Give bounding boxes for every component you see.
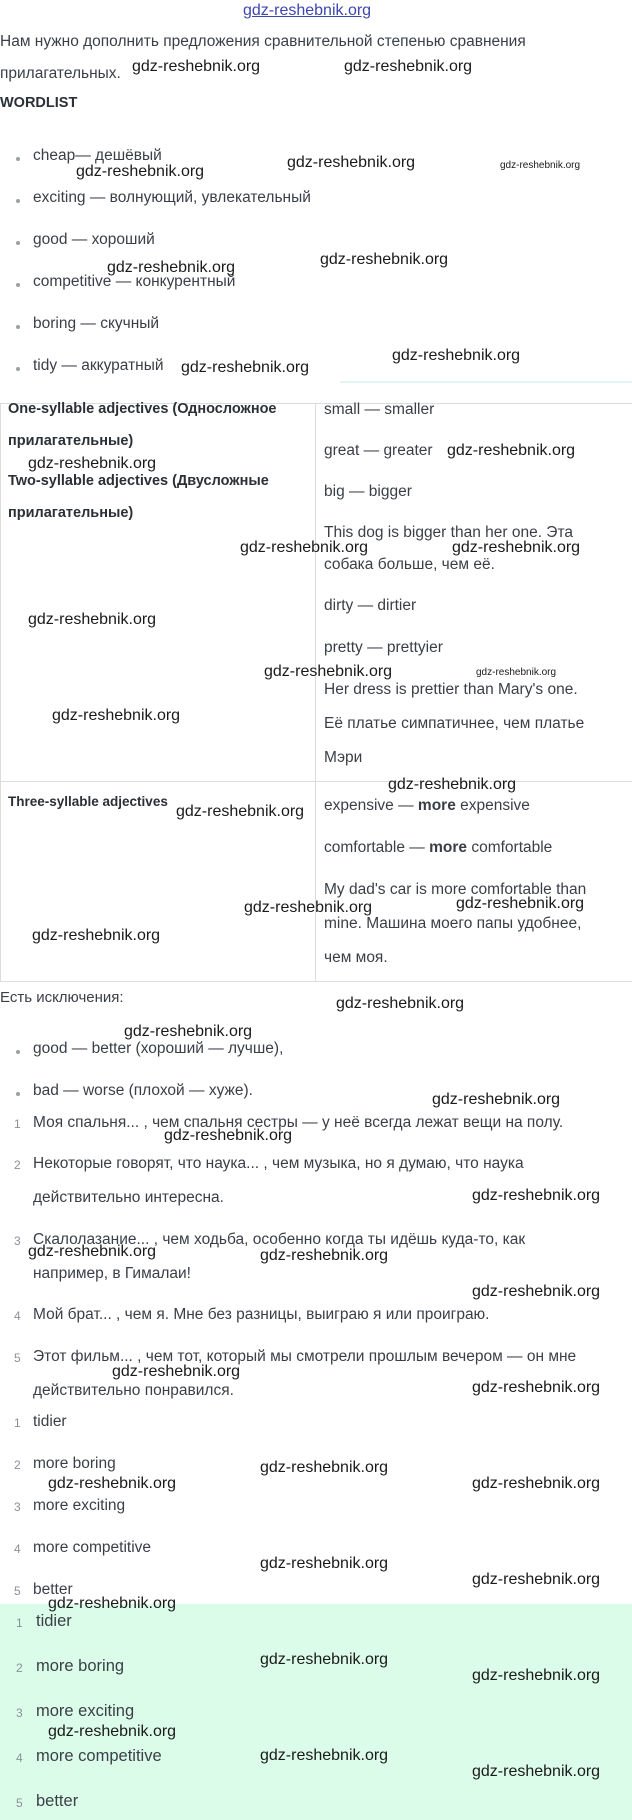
- watermark: gdz-reshebnik.org: [176, 803, 305, 820]
- answer-item: more exciting: [36, 1702, 135, 1720]
- list-number: 3: [16, 1706, 23, 1720]
- wordlist-item: tidy — аккуратный: [33, 357, 164, 374]
- answer-item: better: [36, 1792, 79, 1810]
- watermark-top: gdz-reshebnik.org: [243, 2, 372, 19]
- watermark: gdz-reshebnik.org: [107, 259, 236, 276]
- wordlist-item: boring — скучный: [33, 315, 160, 332]
- cell-text: Её платье симпатичнее, чем платье: [324, 715, 585, 732]
- list-item: Этот фильм... , чем тот, который мы смотрели прошлым вечером — он мне: [33, 1348, 577, 1365]
- watermark: gdz-reshebnik.org: [32, 927, 161, 944]
- list-item: Мой брат... , чем я. Мне без разницы, выиграю я или проиграю.: [33, 1306, 490, 1323]
- cell-text: great — greater: [324, 442, 433, 459]
- answer-item: more competitive: [36, 1747, 162, 1765]
- list-number: 5: [14, 1351, 21, 1365]
- cell-text: прилагательные): [8, 505, 134, 521]
- list-item: Скалолазание... , чем ходьба, особенно когда ты идёшь куда-то, как: [33, 1231, 526, 1248]
- list-number: 2: [14, 1158, 21, 1172]
- list-number: 2: [16, 1661, 23, 1675]
- cell-text: прилагательные): [8, 433, 134, 449]
- watermark: gdz-reshebnik.org: [472, 1475, 601, 1492]
- cell-text: dirty — dirtier: [324, 597, 417, 614]
- bullet-icon: [16, 1050, 20, 1054]
- watermark: gdz-reshebnik.org: [28, 1243, 157, 1260]
- watermark: gdz-reshebnik.org: [124, 1023, 253, 1040]
- list-item: например, в Гималаи!: [33, 1265, 191, 1282]
- bullet-icon: [16, 283, 20, 287]
- watermark: gdz-reshebnik.org: [181, 359, 310, 376]
- list-number: 4: [16, 1751, 23, 1765]
- watermark: gdz-reshebnik.org: [472, 1763, 601, 1780]
- answer-item: more boring: [36, 1657, 125, 1675]
- exception-item: good — better (хороший — лучше),: [33, 1040, 284, 1057]
- watermark: gdz-reshebnik.org: [472, 1187, 601, 1204]
- list-item: Некоторые говорят, что наука... , чем музыка, но я думаю, что наука: [33, 1155, 524, 1172]
- cell-text: My dad's car is more comfortable than: [324, 881, 587, 898]
- list-number: 5: [14, 1584, 21, 1598]
- answer-item: tidier: [36, 1612, 72, 1630]
- watermark: gdz-reshebnik.org: [472, 1571, 601, 1588]
- watermark: gdz-reshebnik.org: [472, 1667, 601, 1684]
- answer-item: more exciting: [33, 1497, 126, 1514]
- watermark: gdz-reshebnik.org: [28, 611, 157, 628]
- watermark: gdz-reshebnik.org: [472, 1379, 601, 1396]
- answer-item: more boring: [33, 1455, 116, 1472]
- cell-text: Three-syllable adjectives: [8, 794, 168, 809]
- list-item: действительно интересна.: [33, 1189, 224, 1206]
- cell-text: Her dress is prettier than Mary's one.: [324, 681, 578, 698]
- watermark: gdz-reshebnik.org: [476, 667, 557, 678]
- intro-line-2: прилагательных.: [0, 65, 121, 82]
- wordlist-item: exciting — волнующий, увлекательный: [33, 189, 311, 206]
- cell-text: big — bigger: [324, 483, 412, 500]
- intro-line-1: Нам нужно дополнить предложения сравнительной степенью сравнения: [0, 33, 526, 50]
- watermark: gdz-reshebnik.org: [48, 1475, 177, 1492]
- divider: [340, 381, 632, 383]
- cell-text: собака больше, чем её.: [324, 556, 495, 573]
- cell-text: чем моя.: [324, 949, 388, 966]
- answer-item: tidier: [33, 1413, 67, 1430]
- bullet-icon: [16, 199, 20, 203]
- cell-text: Мэри: [324, 749, 363, 766]
- watermark: gdz-reshebnik.org: [164, 1127, 293, 1144]
- watermark: gdz-reshebnik.org: [240, 539, 369, 556]
- wordlist-item: competitive — конкурентный: [33, 273, 236, 290]
- watermark: gdz-reshebnik.org: [500, 160, 581, 171]
- table-row: [1, 782, 632, 982]
- cell-text: small — smaller: [324, 401, 435, 418]
- watermark: gdz-reshebnik.org: [260, 1747, 389, 1764]
- watermark: gdz-reshebnik.org: [392, 347, 521, 364]
- cell-text: This dog is bigger than her one. Эта: [324, 524, 573, 541]
- watermark: gdz-reshebnik.org: [452, 539, 581, 556]
- watermark: gdz-reshebnik.org: [388, 776, 517, 793]
- highlighted-answers: [0, 1604, 632, 1820]
- cell-text: One-syllable adjectives (Односложное: [8, 401, 277, 417]
- watermark: gdz-reshebnik.org: [260, 1247, 389, 1264]
- watermark: gdz-reshebnik.org: [48, 1723, 177, 1740]
- list-number: 5: [16, 1796, 23, 1810]
- list-number: 2: [14, 1458, 21, 1472]
- watermark: gdz-reshebnik.org: [28, 455, 157, 472]
- table-cell-right: [316, 782, 632, 982]
- list-item: действительно понравился.: [33, 1382, 234, 1399]
- answer-item: better: [33, 1581, 73, 1598]
- watermark: gdz-reshebnik.org: [264, 663, 393, 680]
- list-number: 1: [14, 1416, 21, 1430]
- watermark: gdz-reshebnik.org: [447, 442, 576, 459]
- cell-text: Two-syllable adjectives (Двусложные: [8, 473, 269, 489]
- watermark: gdz-reshebnik.org: [287, 154, 416, 171]
- cell-text: comfortable — more comfortable: [324, 839, 553, 856]
- watermark: gdz-reshebnik.org: [336, 995, 465, 1012]
- answer-item: more competitive: [33, 1539, 152, 1556]
- cell-text: expensive — more expensive: [324, 797, 530, 814]
- watermark: gdz-reshebnik.org: [76, 163, 205, 180]
- wordlist-item: cheap— дешёвый: [33, 147, 162, 164]
- list-number: 4: [14, 1309, 21, 1323]
- watermark: gdz-reshebnik.org: [344, 58, 473, 75]
- list-number: 1: [16, 1616, 23, 1630]
- cell-text: pretty — prettyier: [324, 639, 443, 656]
- wordlist-title: WORDLIST: [0, 95, 78, 111]
- watermark: gdz-reshebnik.org: [260, 1555, 389, 1572]
- watermark: gdz-reshebnik.org: [472, 1283, 601, 1300]
- watermark: gdz-reshebnik.org: [320, 251, 449, 268]
- list-number: 1: [14, 1117, 21, 1131]
- list-number: 4: [14, 1542, 21, 1556]
- watermark: gdz-reshebnik.org: [260, 1459, 389, 1476]
- bullet-icon: [16, 157, 20, 161]
- bullet-icon: [16, 241, 20, 245]
- watermark: gdz-reshebnik.org: [260, 1651, 389, 1668]
- exception-item: bad — worse (плохой — хуже).: [33, 1082, 253, 1099]
- watermark: gdz-reshebnik.org: [48, 1595, 177, 1612]
- watermark: gdz-reshebnik.org: [456, 895, 585, 912]
- exceptions-title: Есть исключения:: [0, 989, 124, 1006]
- table-cell-right: [316, 401, 632, 782]
- list-number: 3: [14, 1234, 21, 1248]
- list-number: 3: [14, 1500, 21, 1514]
- wordlist-item: good — хороший: [33, 231, 155, 248]
- watermark: gdz-reshebnik.org: [52, 707, 181, 724]
- watermark: gdz-reshebnik.org: [112, 1363, 241, 1380]
- watermark: gdz-reshebnik.org: [432, 1091, 561, 1108]
- bullet-icon: [16, 325, 20, 329]
- watermark: gdz-reshebnik.org: [244, 899, 373, 916]
- list-item: Моя спальня... , чем спальня сестры — у неё всегда лежат вещи на полу.: [33, 1114, 564, 1131]
- watermark: gdz-reshebnik.org: [132, 58, 261, 75]
- bullet-icon: [16, 1092, 20, 1096]
- bullet-icon: [16, 367, 20, 371]
- cell-text: mine. Машина моего папы удобнее,: [324, 915, 582, 932]
